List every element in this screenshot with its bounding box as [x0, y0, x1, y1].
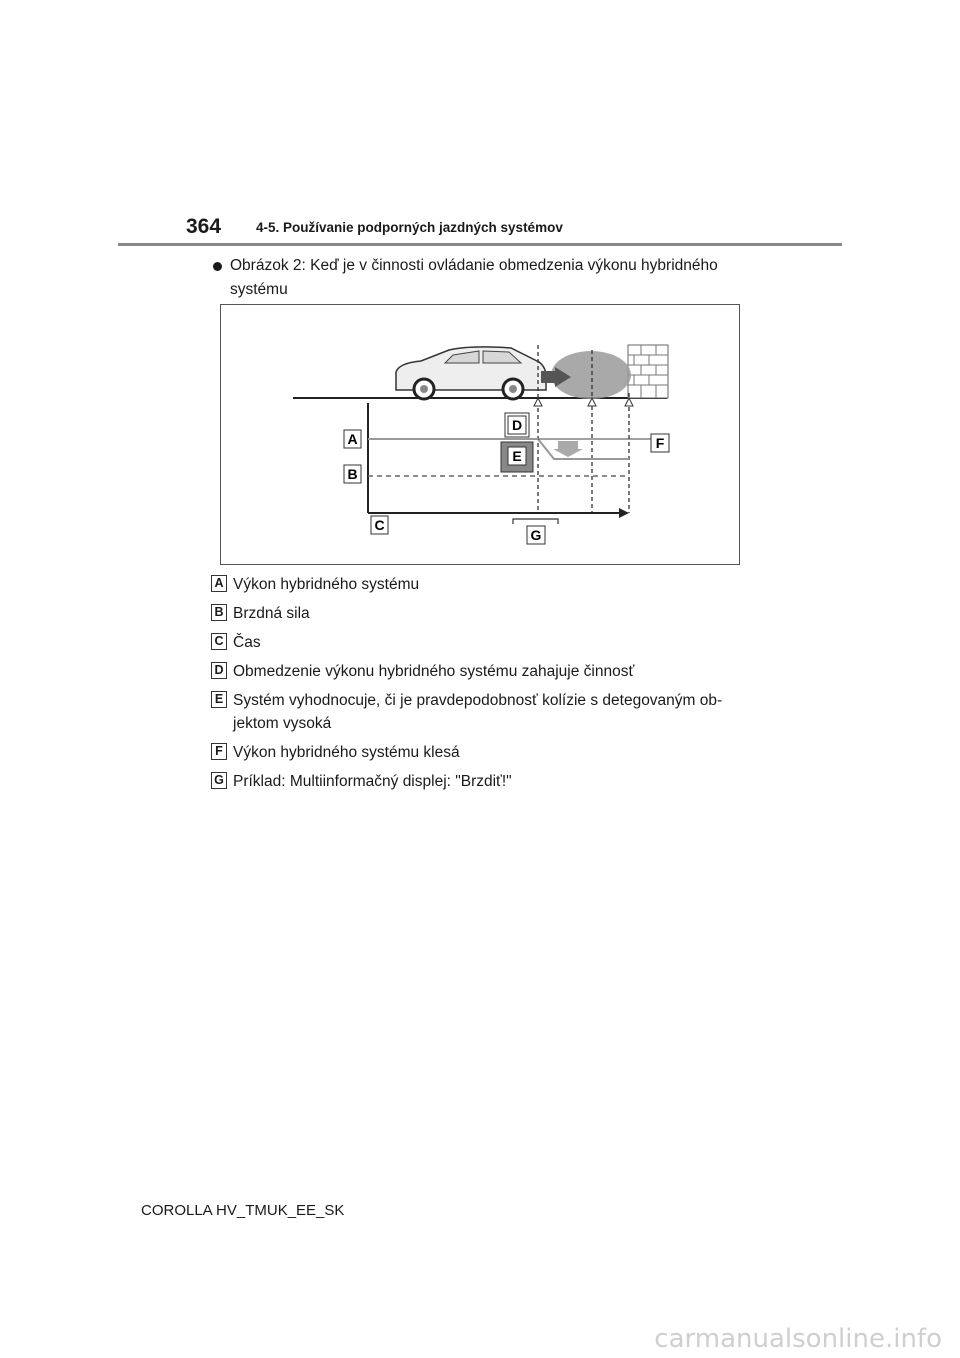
- label-C: C: [374, 517, 385, 533]
- legend-key: E: [211, 691, 227, 708]
- legend-text: Systém vyhodnocuje, či je pravdepodobnosť kolízie s detegovaným ob-jektom vysoká: [233, 692, 723, 732]
- legend-text: Výkon hybridného systému klesá: [233, 744, 460, 761]
- bullet-icon: [213, 262, 222, 271]
- legend-key: F: [211, 743, 227, 760]
- legend-key: C: [211, 633, 227, 650]
- diagram-svg: [221, 305, 739, 564]
- label-D: D: [511, 417, 523, 433]
- label-E: E: [512, 448, 522, 464]
- legend-key: G: [211, 772, 227, 789]
- watermark: carmanualsonline.info: [654, 1324, 942, 1354]
- car-icon: [396, 347, 571, 399]
- legend-list: [211, 573, 771, 799]
- label-F: F: [655, 435, 665, 451]
- page-number: 364: [186, 215, 222, 238]
- decrease-arrow-icon: [553, 441, 583, 457]
- diagram-figure: [220, 304, 740, 565]
- G-bracket: [513, 519, 558, 524]
- legend-item-G: [211, 770, 771, 793]
- legend-item-A: [211, 573, 771, 596]
- power-line: [368, 439, 629, 459]
- figure-caption: Obrázok 2: Keď je v činnosti ovládanie obmedzenia výkonu hybridného systému: [230, 257, 718, 298]
- legend-item-D: [211, 660, 771, 683]
- legend-item-C: [211, 631, 771, 654]
- legend-text: Čas: [233, 634, 261, 651]
- brick-wall-icon: [628, 345, 668, 398]
- label-G: G: [530, 527, 542, 543]
- header-divider: [118, 243, 842, 246]
- footer-model: COROLLA HV_TMUK_EE_SK: [141, 1202, 345, 1219]
- legend-text: Príklad: Multiinformačný displej: "Brzdiť!": [233, 773, 512, 790]
- legend-item-E: [211, 689, 753, 735]
- legend-text: Brzdná sila: [233, 605, 310, 622]
- legend-text: Výkon hybridného systému: [233, 576, 420, 593]
- section-title: 4-5. Používanie podporných jazdných systémov: [256, 220, 563, 235]
- label-B: B: [347, 466, 358, 482]
- legend-item-B: [211, 602, 771, 625]
- legend-item-F: [211, 741, 771, 764]
- legend-text: Obmedzenie výkonu hybridného systému zahajuje činnosť: [233, 663, 635, 680]
- legend-key: B: [211, 604, 227, 621]
- label-A: A: [347, 431, 358, 447]
- legend-key: D: [211, 662, 227, 679]
- legend-key: A: [211, 575, 227, 592]
